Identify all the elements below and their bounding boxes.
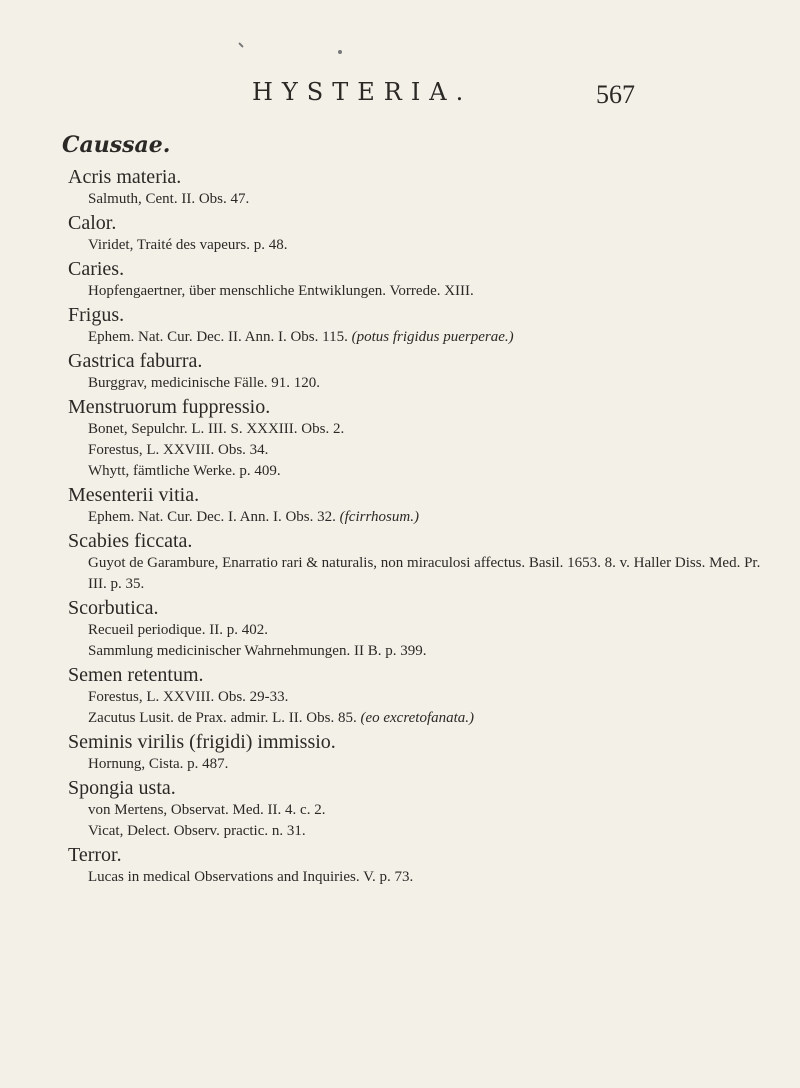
entry-term: Caries. [68, 258, 125, 280]
index-entry [68, 730, 768, 775]
index-entry [68, 529, 768, 595]
reference-text: Ephem. Nat. Cur. Dec. I. Ann. I. Obs. 32. [88, 509, 336, 525]
entry-term: Acris materia. [68, 166, 182, 188]
entry-term: Frigus. [68, 304, 125, 326]
entry-reference [68, 800, 768, 821]
reference-text: Recueil periodique. II. p. 402. [88, 622, 268, 638]
entry-term: Gastrica faburra. [68, 350, 203, 372]
entry-term: Seminis virilis (frigidi) immissio. [68, 731, 336, 753]
entry-reference [68, 867, 768, 888]
reference-text: Salmuth, Cent. II. Obs. 47. [88, 191, 250, 207]
entry-reference [68, 235, 768, 256]
index-entry [68, 303, 768, 348]
reference-note: (potus frigidus puerperae.) [351, 329, 514, 345]
reference-text: Hornung, Cista. p. 487. [88, 756, 229, 772]
entry-reference [68, 553, 768, 595]
entry-reference [68, 281, 768, 302]
index-entry [68, 257, 768, 302]
reference-text: Guyot de Garambure, Enarratio rari & naturalis, non miraculosi affectus. Basil. 1653. 8. v. Haller Diss. Med. Pr. III. p. 35. [88, 555, 761, 592]
entry-reference [68, 461, 768, 482]
section-title: Caussae. [62, 132, 171, 158]
entry-term: Calor. [68, 212, 117, 234]
reference-text: Zacutus Lusit. de Prax. admir. L. II. Obs. 85. [88, 710, 357, 726]
entry-term: Semen retentum. [68, 664, 204, 686]
index-entry [68, 349, 768, 394]
entry-reference [68, 189, 768, 210]
reference-text: Ephem. Nat. Cur. Dec. II. Ann. I. Obs. 115. [88, 329, 348, 345]
reference-text: Hopfengaertner, über menschliche Entwiklungen. Vorrede. XIII. [88, 283, 474, 299]
reference-text: Burggrav, medicinische Fälle. 91. 120. [88, 375, 321, 391]
entry-reference [68, 708, 768, 729]
index-entry [68, 395, 768, 482]
entry-reference [68, 419, 768, 440]
index-entry [68, 596, 768, 662]
reference-text: Bonet, Sepulchr. L. III. S. XXXIII. Obs. 2. [88, 421, 345, 437]
entry-reference [68, 440, 768, 461]
entry-reference [68, 507, 768, 528]
reference-text: Forestus, L. XXVIII. Obs. 34. [88, 442, 269, 458]
entry-reference [68, 821, 768, 842]
entry-term: Terror. [68, 844, 122, 866]
reference-note: (fcirrhosum.) [339, 509, 419, 525]
index-entry [68, 211, 768, 256]
entry-term: Scorbutica. [68, 597, 159, 619]
reference-text: von Mertens, Observat. Med. II. 4. c. 2. [88, 802, 326, 818]
index-entry [68, 165, 768, 210]
ink-mark [238, 42, 244, 48]
entry-term: Mesenterii vitia. [68, 484, 200, 506]
entry-reference [68, 327, 768, 348]
entry-reference [68, 641, 768, 662]
reference-text: Vicat, Delect. Observ. practic. n. 31. [88, 823, 306, 839]
reference-text: Lucas in medical Observations and Inquiries. V. p. 73. [88, 869, 414, 885]
entry-reference [68, 620, 768, 641]
entry-list [68, 164, 768, 888]
index-entry [68, 776, 768, 842]
ink-spot [338, 50, 342, 54]
reference-text: Viridet, Traité des vapeurs. p. 48. [88, 237, 288, 253]
index-entry [68, 663, 768, 729]
page-number: 567 [596, 80, 635, 109]
index-entry [68, 843, 768, 888]
entry-term: Spongia usta. [68, 777, 176, 799]
entry-reference [68, 687, 768, 708]
reference-note: (eo excretofanata.) [360, 710, 475, 726]
entry-term: Menstruorum fuppressio. [68, 396, 271, 418]
index-entry [68, 483, 768, 528]
entry-reference [68, 373, 768, 394]
entry-reference [68, 754, 768, 775]
entry-term: Scabies ficcata. [68, 530, 193, 552]
running-header: HYSTERIA. [252, 78, 473, 106]
reference-text: Forestus, L. XXVIII. Obs. 29-33. [88, 689, 289, 705]
reference-text: Whytt, fämtliche Werke. p. 409. [88, 463, 281, 479]
reference-text: Sammlung medicinischer Wahrnehmungen. II B. p. 399. [88, 643, 427, 659]
